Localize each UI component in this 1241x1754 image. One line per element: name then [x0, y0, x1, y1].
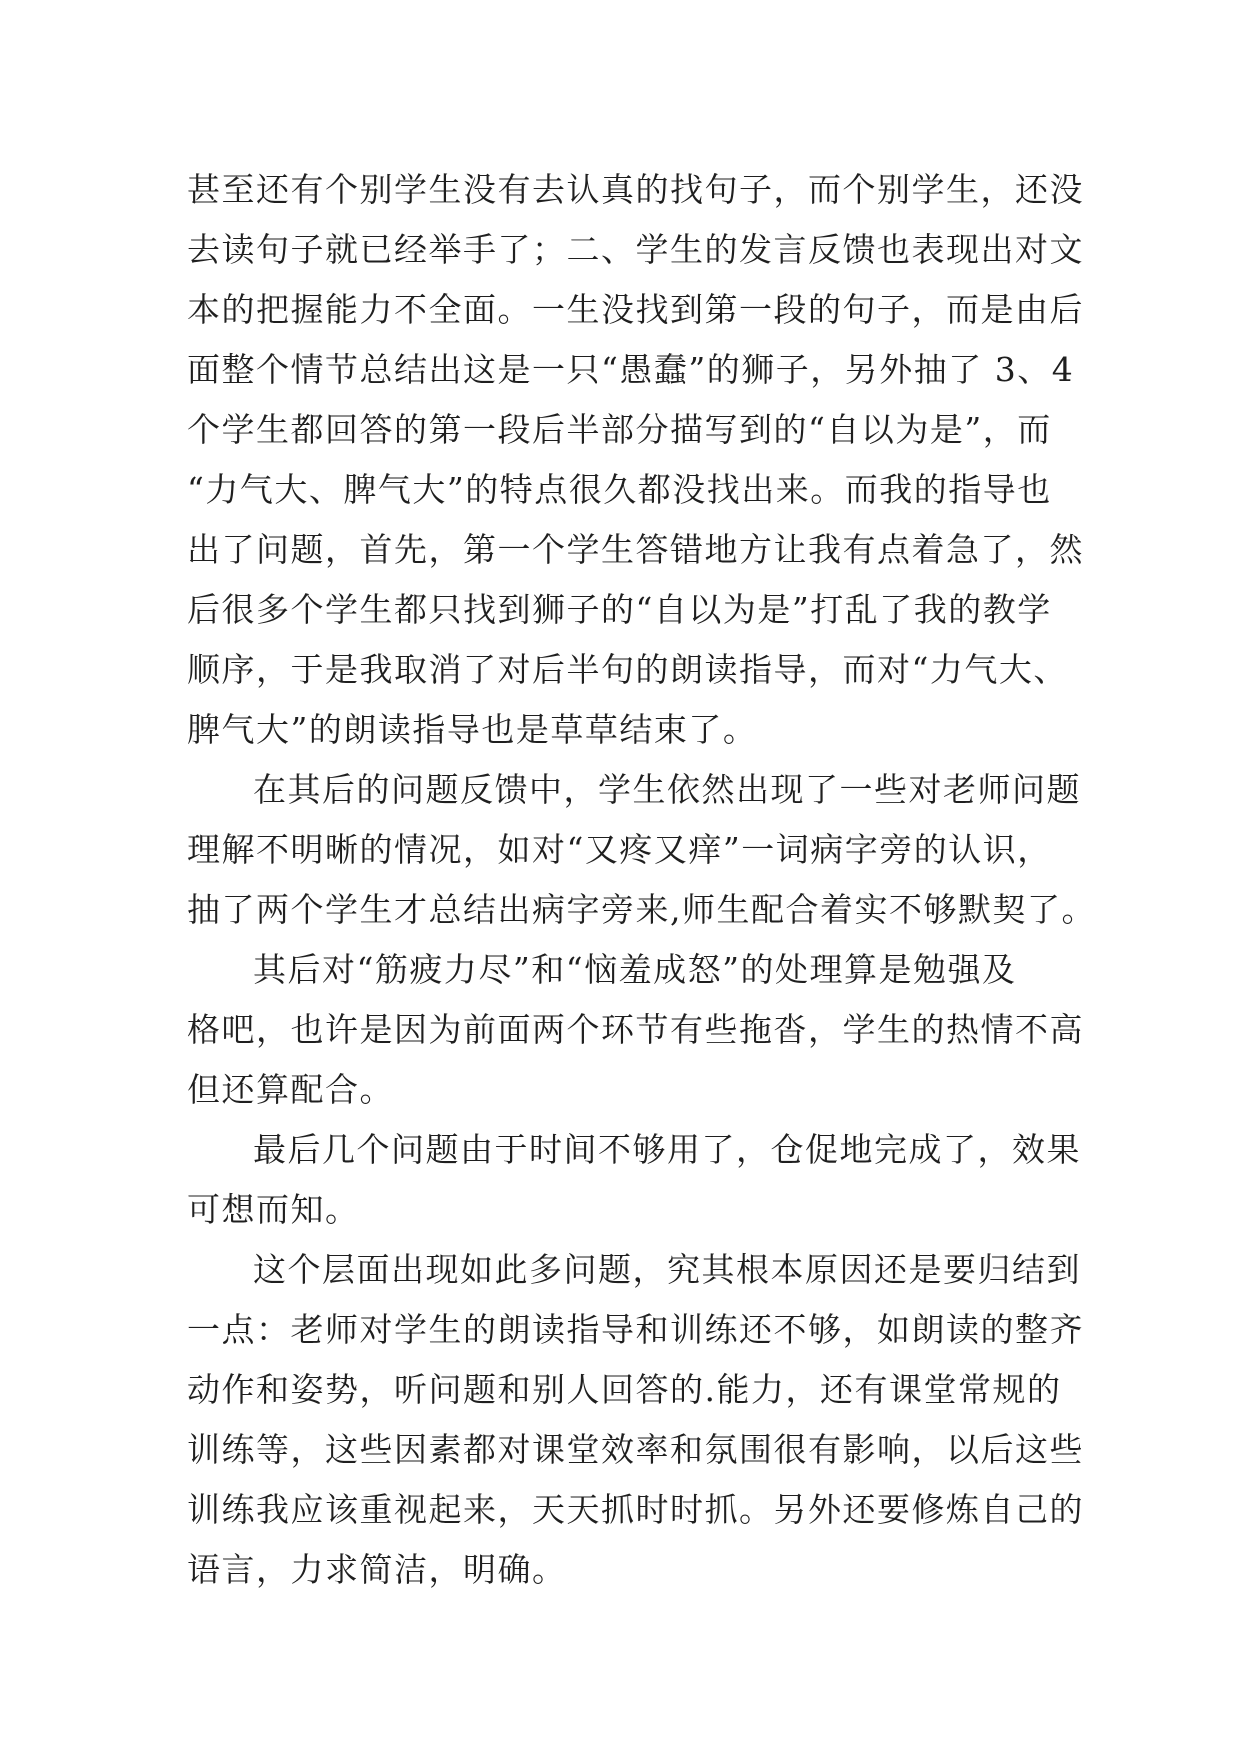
text-line: 后很多个学生都只找到狮子的“自以为是”打乱了我的教学 [187, 590, 1052, 629]
text-line: 出了问题，首先，第一个学生答错地方让我有点着急了，然 [187, 530, 1084, 569]
text-line: 语言，力求简洁，明确。 [187, 1550, 567, 1589]
text-line: 但还算配合。 [187, 1070, 394, 1109]
text-line: 可想而知。 [187, 1190, 360, 1229]
text-line: “力气大、脾气大”的特点很久都没找出来。而我的指导也 [187, 470, 1052, 509]
body-text [187, 160, 1096, 1600]
paragraph-first-line: 其后对“筋疲力尽”和“恼羞成怒”的处理算是勉强及 [253, 950, 1017, 989]
paragraph-first-line: 这个层面出现如此多问题，究其根本原因还是要归结到 [253, 1250, 1081, 1289]
text-line: 训练我应该重视起来，天天抓时时抓。另外还要修炼自己的 [187, 1490, 1084, 1529]
text-line: 格吧，也许是因为前面两个环节有些拖沓，学生的热情不高 [187, 1010, 1084, 1049]
text-line: 甚至还有个别学生没有去认真的找句子，而个别学生，还没 [187, 170, 1084, 209]
text-line: 面整个情节总结出这是一只“愚蠢”的狮子，另外抽了 3、4 [187, 350, 1075, 389]
text-line: 个学生都回答的第一段后半部分描写到的“自以为是”，而 [187, 410, 1052, 449]
text-line: 理解不明晰的情况，如对“又疼又痒”一词病字旁的认识， [187, 830, 1052, 869]
text-line: 脾气大”的朗读指导也是草草结束了。 [187, 710, 758, 749]
text-line: 去读句子就已经举手了；二、学生的发言反馈也表现出对文 [187, 230, 1084, 269]
text-line: 动作和姿势，听问题和别人回答的.能力，还有课堂常规的 [187, 1370, 1062, 1409]
paragraph-first-line: 在其后的问题反馈中，学生依然出现了一些对老师问题 [253, 770, 1081, 809]
paragraph-first-line: 最后几个问题由于时间不够用了，仓促地完成了，效果 [253, 1130, 1081, 1169]
text-line: 训练等，这些因素都对课堂效率和氛围很有影响，以后这些 [187, 1430, 1084, 1469]
text-line: 一点：老师对学生的朗读指导和训练还不够，如朗读的整齐 [187, 1310, 1084, 1349]
text-line: 本的把握能力不全面。一生没找到第一段的句子，而是由后 [187, 290, 1084, 329]
text-line: 抽了两个学生才总结出病字旁来,师生配合着实不够默契了。 [187, 890, 1096, 929]
text-line: 顺序，于是我取消了对后半句的朗读指导，而对“力气大、 [187, 650, 1068, 689]
